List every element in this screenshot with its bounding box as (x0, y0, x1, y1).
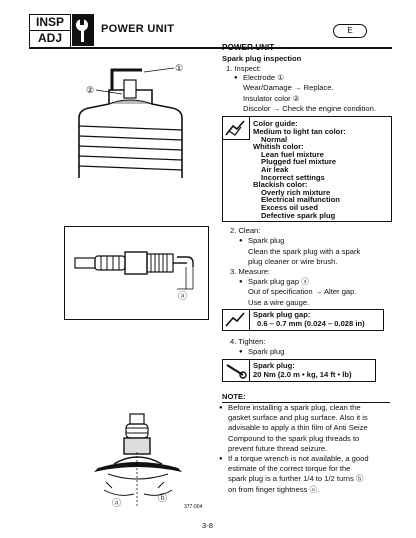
caution-hand-icon (223, 117, 250, 140)
torque-spec-value: 20 Nm (2.0 m • kg, 14 ft • lb) (253, 370, 352, 379)
step-tighten: 4. Tighten: (230, 337, 266, 346)
tighten-spark-plug: ● Spark plug (248, 347, 284, 357)
page-title: POWER UNIT (101, 23, 175, 35)
out-of-spec-text: Out of specification → Alter gap. (248, 287, 357, 296)
color-guide-line: Excess oil used (261, 203, 318, 212)
color-guide-line: Normal (261, 134, 288, 144)
callout-finger-tight: ⓐ (112, 498, 122, 508)
gap-spec-box (222, 309, 384, 331)
badge-bottom-text: ADJ (37, 31, 62, 45)
electrode-item: ● Electrode ① (243, 73, 284, 83)
spec-hand-icon (223, 310, 250, 330)
gap-spec-value: 0.6 – 0.7 mm (0.024 – 0.028 in) (257, 319, 365, 328)
note-line: gasket surface and plug surface. Also it is (228, 413, 368, 423)
badge-top-text: INSP (30, 15, 70, 31)
wire-gauge-text: Use a wire gauge. (248, 298, 310, 307)
clean-desc-1: Clean the spark plug with a spark (248, 247, 361, 256)
torque-spec-box (222, 359, 376, 382)
color-guide-line: Lean fuel mixture (261, 149, 324, 159)
callout-electrode: ① (175, 63, 184, 73)
color-guide-title: Color guide: (253, 119, 298, 128)
color-guide-box (222, 116, 392, 222)
color-guide-line: Incorrect settings (261, 172, 325, 182)
callout-gap: ⓐ (178, 291, 188, 301)
header-rule (29, 47, 392, 49)
note-line: prevent future thread seizure. (228, 443, 328, 453)
spark-plug-torque-figure (78, 408, 204, 514)
spark-plug-tip-figure (64, 60, 198, 178)
color-guide-line: Blackish color: (253, 180, 308, 190)
torque-wrench-icon (223, 360, 250, 381)
note-line: spark plug is a further 1/4 to 1/2 turns ⓑ (228, 474, 364, 484)
step-clean: 2. Clean: (230, 226, 261, 235)
color-guide-line: Defective spark plug (261, 210, 336, 220)
note-line: ● Before installing a spark plug, clean the (228, 403, 361, 413)
step-inspect: 1. Inspect: (226, 64, 262, 73)
color-guide-line: Medium to light tan color: (253, 127, 346, 136)
note-line: advisable to apply a thin film of Anti Seize (228, 423, 368, 433)
step-measure: 3. Measure: (230, 267, 271, 276)
wear-text: Wear/Damage → Replace. (243, 83, 334, 92)
discolor-text: Discolor → Check the engine condition. (243, 104, 376, 113)
clean-spark-plug: ● Spark plug (248, 236, 284, 246)
section-subtitle: Spark plug inspection (222, 54, 302, 63)
spark-plug-side-figure (64, 226, 209, 320)
figure-code: 377-004 (184, 504, 203, 510)
color-guide-line: Air leak (261, 165, 289, 174)
gap-item: ● Spark plug gap ⓐ (248, 277, 309, 287)
torque-spec-label: Spark plug: (253, 361, 295, 370)
wrench-icon (72, 14, 94, 46)
clean-desc-2: plug cleaner or wire brush. (248, 257, 338, 266)
color-guide-line: Overly rich mixture (261, 187, 331, 197)
color-guide-line: Plugged fuel mixture (261, 157, 337, 167)
gap-spec-label: Spark plug gap: (253, 310, 311, 319)
note-line: Compound to the spark plug threads to (228, 433, 360, 443)
insp-adj-badge (29, 14, 71, 48)
color-guide-line: Electrical malfunction (261, 195, 340, 205)
page-number: 3-8 (202, 521, 213, 530)
callout-insulator: ② (86, 85, 95, 95)
note-line: on from finger tightness ⓐ. (228, 484, 320, 494)
callout-further-turn: ⓑ (158, 493, 168, 503)
color-guide-line: Whitish color: (253, 142, 304, 152)
section-title: POWER UNIT (222, 43, 275, 52)
language-tag (333, 24, 367, 38)
note-title: NOTE: (222, 392, 246, 401)
insulator-text: Insulator color ② (243, 94, 300, 103)
language-tag-text: E (347, 26, 353, 35)
note-line: ● If a torque wrench is not available, a good (228, 454, 369, 464)
note-line: estimate of the correct torque for the (228, 464, 351, 474)
